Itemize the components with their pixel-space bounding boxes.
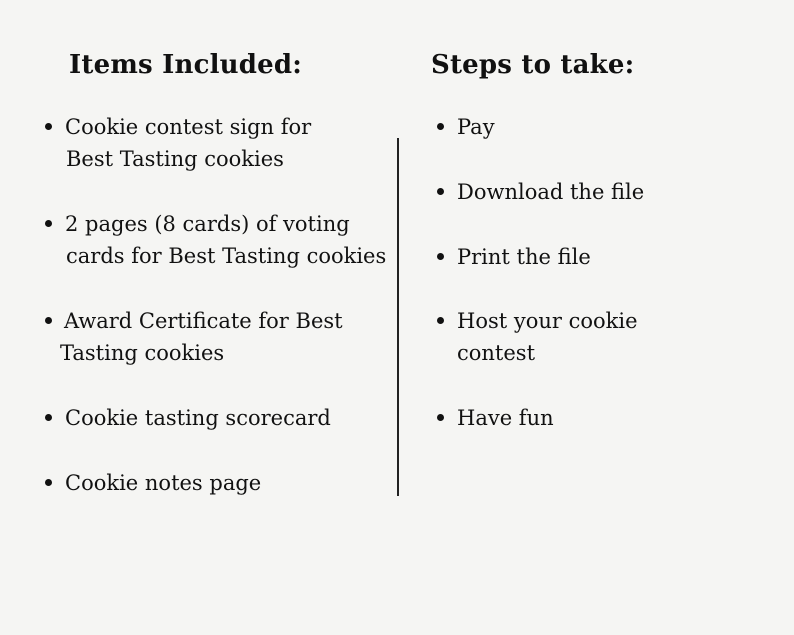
- items-included-heading: Items Included:: [69, 50, 303, 80]
- list-item: [437, 305, 638, 369]
- bullet-icon: [45, 220, 52, 227]
- list-item: [437, 176, 644, 208]
- list-item: [45, 467, 261, 499]
- bullet-icon: [45, 479, 52, 486]
- list-item-text: Cookie contest sign for: [65, 115, 312, 139]
- list-item: [45, 208, 386, 272]
- list-item-text-continued: cards for Best Tasting cookies: [66, 244, 387, 268]
- list-item: [437, 402, 554, 434]
- bullet-icon: [437, 188, 444, 195]
- list-item-text: Download the file: [457, 180, 645, 204]
- list-item-text: 2 pages (8 cards) of voting: [65, 212, 350, 236]
- list-item: [437, 111, 495, 143]
- column-divider: [397, 138, 399, 496]
- steps-to-take-heading: Steps to take:: [431, 50, 635, 80]
- list-item: [437, 241, 591, 273]
- list-item-text: Pay: [457, 115, 495, 139]
- bullet-icon: [45, 123, 52, 130]
- list-item: [45, 111, 311, 175]
- list-item-text: Cookie tasting scorecard: [65, 406, 331, 430]
- bullet-icon: [437, 414, 444, 421]
- list-item-text-continued: Best Tasting cookies: [66, 147, 284, 171]
- bullet-icon: [437, 123, 444, 130]
- list-item-text: Award Certificate for Best: [64, 309, 343, 333]
- list-item-text: Host your cookie: [457, 309, 638, 333]
- bullet-icon: [437, 317, 444, 324]
- list-item: [45, 305, 343, 369]
- list-item-text-continued: Tasting cookies: [60, 341, 225, 365]
- list-item-text: Print the file: [457, 245, 591, 269]
- list-item: [45, 402, 331, 434]
- list-item-text-continued: contest: [457, 341, 536, 365]
- list-item-text: Cookie notes page: [65, 471, 262, 495]
- list-item-text: Have fun: [457, 406, 554, 430]
- bullet-icon: [45, 317, 52, 324]
- bullet-icon: [45, 414, 52, 421]
- bullet-icon: [437, 253, 444, 260]
